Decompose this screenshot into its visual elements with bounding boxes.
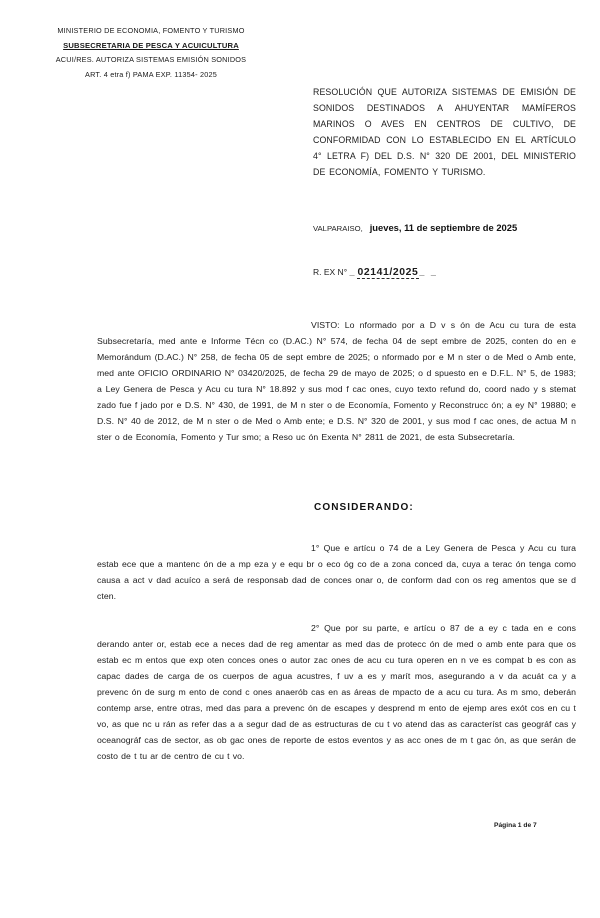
resolution-number-value: 02141/2025 [357,267,419,278]
subsecretary-name: SUBSECRETARIA DE PESCA Y ACUICULTURA [63,40,239,50]
resolution-number-prefix: _ [349,267,357,277]
considerando-heading: CONSIDERANDO: [314,502,414,513]
letterhead [38,24,264,82]
file-reference: ART. 4 etra f) PAMA EXP. 11354- 2025 [85,69,217,79]
page-number: Página 1 de 7 [494,822,537,829]
resolution-number-line [313,267,438,278]
resolution-number-label: R. EX N° [313,267,348,277]
visto-paragraph: VISTO: Lo nformado por a D v s ón de Acu cu tura de esta Subsecretaría, med ante e Informe Técn co (D.AC.) N° 574, de fecha 04 de sept embre de 2025, conten do en e Memorándum (D.AC.) N° 258, de fecha 05 de sept embre de 2025; o nformado por e M n ster o de Med o Amb ente, med ante OFICIO ORDINARIO N° 03420/2025, de fecha 29 de mayo de 2025; o d spuesto en e D.F.L. N° 5, de 1983; a Ley Genera de Pesca y Acu cu tura N° 18.892 y sus mod f cac ones, cuyo texto refund do, coord nado y s stemat zado fue f jado por e D.S. N° 430, de 1991, de M n ster o de Economía, Fomento y Reconstrucc ón; a ey N° 19880; e D.S. N° 40 de 2012, de M n ster o de Med o Amb ente; e D.S. N° 320 de 2001, y sus mod f cac ones, de actua M n ster o de Economía, Fomento y Tur smo; a Reso uc ón Exenta N° 2811 de 2021, de esta Subsecretaría. [97,320,576,442]
resolution-number-suffix: _ _ [419,267,438,277]
case-reference: ACUI/RES. AUTORIZA SISTEMAS EMISIÓN SONIDOS [55,55,247,65]
dateline-date: jueves, 11 de septiembre de 2025 [369,222,518,233]
considerando-paragraph-2: 2° Que por su parte, e artícu o 87 de a ey c tada en e cons derando anter or, estab ece a neces dad de reg amentar as med das de protecc ón de med o amb ente para que os estab ec m entos que exp oten conces ones o autor zac ones de acu cu tura operen en n ve es compat b es con as capac dades de carga de os cuerpos de agua acustres, f uv a es y marít mos, asegurando a v da acuát ca y a prevenc ón de surg m ento de cond c ones anaerób cas en as áreas de mpacto de a acu cu tura. As m smo, deberán contemp arse, entre otras, med das para a prevenc ón de escapes y desprend m ento de ejemp ares exót cos en cu t vo, as que nc u rán as refer das a a segur dad de as estructuras de cu t vo atend das as característ cas geográf cas y oceanográf cas de sector, as ob gac ones de reporte de estos eventos y as acc ones de m t gac ón, as que serán de costo de t tu ar de centro de cu t vo. [97,623,576,761]
considerando-paragraph-1: 1° Que e artícu o 74 de a Ley Genera de Pesca y Acu cu tura estab ece que a mantenc ón de a mp eza y e equ br o eco óg co de a zona conced da, cuya a terac ón tenga como causa a act v dad acuíco a será de responsab dad de conces onar o, de conform dad con os reg amentos que se d cten. [97,543,576,601]
ministry-name: MINISTERIO DE ECONOMIA, FOMENTO Y TURISMO [57,26,245,35]
dateline-city: VALPARAISO, [313,224,363,233]
resolution-subject: RESOLUCIÓN QUE AUTORIZA SISTEMAS DE EMISIÓN DE SONIDOS DESTINADOS A AHUYENTAR MAMÍFEROS MARINOS O AVES EN CENTROS DE CULTIVO, DE CONFORMIDAD CON LO ESTABLECIDO EN EL ARTÍCULO 4° LETRA F) DEL D.S. N° 320 DE 2001, DEL MINISTERIO DE ECONOMÍA, FOMENTO Y TURISMO. [313,87,576,178]
dateline [313,222,517,233]
